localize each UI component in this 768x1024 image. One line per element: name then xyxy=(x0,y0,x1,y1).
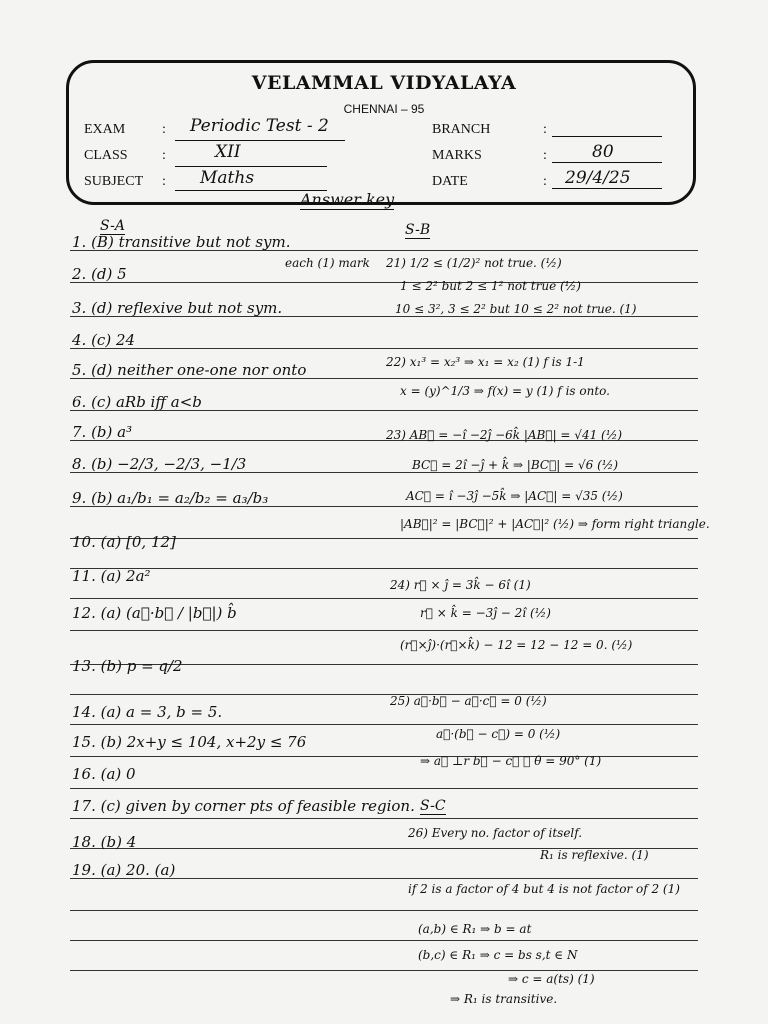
exam-label: EXAM xyxy=(84,122,126,137)
sb-q22-line-1: 22) x₁³ = x₂³ ⇒ x₁ = x₂ (1) f is 1-1 xyxy=(386,355,585,369)
exam-value: Periodic Test - 2 xyxy=(190,116,329,136)
marks-line xyxy=(552,162,662,163)
sb-q24-line-2: r⃗ × k̂ = −3ĵ − 2î (½) xyxy=(420,606,551,620)
sa-answer-14: 14. (a) a = 3, b = 5. xyxy=(72,703,223,721)
branch-colon: : xyxy=(543,122,547,137)
sb-q21-line-3: 10 ≤ 3², 3 ≤ 2² but 10 ≤ 2² not true. (1) xyxy=(395,302,637,316)
sa-answer-18: 18. (b) 4 xyxy=(72,833,137,851)
ruled-line xyxy=(70,348,698,349)
section-a-label: S-A xyxy=(100,218,125,234)
sa-answer-17: 17. (c) given by corner pts of feasible region. xyxy=(72,797,415,815)
sc-q26-line-1: 26) Every no. factor of itself. xyxy=(408,826,583,840)
sa-answer-1: 1. (B) transitive but not sym. xyxy=(72,233,291,251)
ruled-line xyxy=(70,940,698,941)
sc-q26-line-7: ⇒ R₁ is transitive. xyxy=(450,992,558,1006)
ruled-line xyxy=(70,724,698,725)
school-city: CHENNAI – 95 xyxy=(343,102,425,116)
sa-answer-6: 6. (c) aRb iff a<b xyxy=(72,393,202,411)
subject-colon: : xyxy=(162,174,166,189)
ruled-line xyxy=(70,910,698,911)
sa-answer-3: 3. (d) reflexive but not sym. xyxy=(72,299,283,317)
sa-answer-9: 9. (b) a₁/b₁ = a₂/b₂ = a₃/b₃ xyxy=(72,489,269,507)
ruled-line xyxy=(70,818,698,819)
sb-q23-line-2: BC⃗ = 2î −ĵ + k̂ ⇒ |BC⃗| = √6 (½) xyxy=(412,458,619,472)
sa-answer-12: 12. (a) (a⃗·b⃗ / |b⃗|) b̂ xyxy=(72,604,237,622)
section-b-label: S-B xyxy=(405,222,431,238)
date-label: DATE xyxy=(432,174,468,189)
ruled-line xyxy=(70,694,698,695)
sb-q23-line-1: 23) AB⃗ = −î −2ĵ −6k̂ |AB⃗| = √41 (½) xyxy=(386,428,623,442)
sb-q25-line-1: 25) a⃗·b⃗ − a⃗·c⃗ = 0 (½) xyxy=(390,694,547,708)
ruled-line xyxy=(70,756,698,757)
sa-answer-8: 8. (b) −2/3, −2/3, −1/3 xyxy=(72,455,247,473)
answer-key-title: Answer key xyxy=(300,190,395,209)
date-colon: : xyxy=(543,174,547,189)
sc-q26-line-4: (a,b) ∈ R₁ ⇒ b = at xyxy=(418,922,532,936)
section-c-label: S-C xyxy=(420,798,446,814)
sc-q26-line-5: (b,c) ∈ R₁ ⇒ c = bs s,t ∈ N xyxy=(418,948,578,962)
sb-q21-line-1: 21) 1/2 ≤ (1/2)² not true. (½) xyxy=(386,256,562,270)
ruled-line xyxy=(70,630,698,631)
branch-label: BRANCH xyxy=(432,122,491,137)
sb-q25-line-3: ⇒ a⃗ ⊥r b⃗ − c⃗ ∴ θ = 90° (1) xyxy=(420,754,602,768)
marks-note: each (1) mark xyxy=(285,256,370,270)
exam-line xyxy=(175,140,345,141)
marks-value: 80 xyxy=(592,142,614,162)
sb-q24-line-3: (r⃗×ĵ)·(r⃗×k̂) − 12 = 12 − 12 = 0. (½) xyxy=(400,638,633,652)
class-label: CLASS xyxy=(84,148,128,163)
sa-answer-13: 13. (b) p = q/2 xyxy=(72,657,183,675)
sa-answer-19-20: 19. (a) 20. (a) xyxy=(72,861,176,879)
class-value: XII xyxy=(215,142,241,162)
sc-q26-line-3: if 2 is a factor of 4 but 4 is not factor of 2 (1) xyxy=(408,882,680,896)
ruled-line xyxy=(70,970,698,971)
class-line xyxy=(175,166,327,167)
ruled-line xyxy=(70,568,698,569)
subject-value: Maths xyxy=(200,168,255,188)
sc-q26-line-6: ⇒ c = a(ts) (1) xyxy=(508,972,595,986)
sa-answer-15: 15. (b) 2x+y ≤ 104, x+2y ≤ 76 xyxy=(72,733,307,751)
sa-answer-11: 11. (a) 2a² xyxy=(72,567,151,585)
sc-q26-line-2: R₁ is reflexive. (1) xyxy=(540,848,649,862)
branch-line xyxy=(552,136,662,137)
subject-label: SUBJECT xyxy=(84,174,144,189)
ruled-line xyxy=(70,282,698,283)
marks-label: MARKS xyxy=(432,148,482,163)
sa-answer-4: 4. (c) 24 xyxy=(72,331,136,349)
ruled-line xyxy=(70,598,698,599)
sa-answer-7: 7. (b) a³ xyxy=(72,423,133,441)
sa-answer-2: 2. (d) 5 xyxy=(72,265,127,283)
sb-q22-line-2: x = (y)^1/3 ⇒ f(x) = y (1) f is onto. xyxy=(400,384,610,398)
school-name: VELAMMAL VIDYALAYA xyxy=(251,72,517,94)
date-value: 29/4/25 xyxy=(565,168,631,188)
sb-q25-line-2: a⃗·(b⃗ − c⃗) = 0 (½) xyxy=(436,727,561,741)
date-line xyxy=(552,188,662,189)
sb-q23-line-4: |AB⃗|² = |BC⃗|² + |AC⃗|² (½) ⇒ form right triangle. xyxy=(400,517,710,531)
class-colon: : xyxy=(162,148,166,163)
sb-q23-line-3: AC⃗ = î −3ĵ −5k̂ ⇒ |AC⃗| = √35 (½) xyxy=(406,489,623,503)
marks-colon: : xyxy=(543,148,547,163)
exam-colon: : xyxy=(162,122,166,137)
sb-q21-line-2: 1 ≤ 2² but 2 ≤ 1² not true (½) xyxy=(400,279,581,293)
ruled-line xyxy=(70,788,698,789)
sa-answer-16: 16. (a) 0 xyxy=(72,765,136,783)
sb-q24-line-1: 24) r⃗ × ĵ = 3k̂ − 6î (1) xyxy=(390,578,531,592)
sa-answer-5: 5. (d) neither one-one nor onto xyxy=(72,361,307,379)
sa-answer-10: 10. (a) [0, 12] xyxy=(72,533,176,551)
